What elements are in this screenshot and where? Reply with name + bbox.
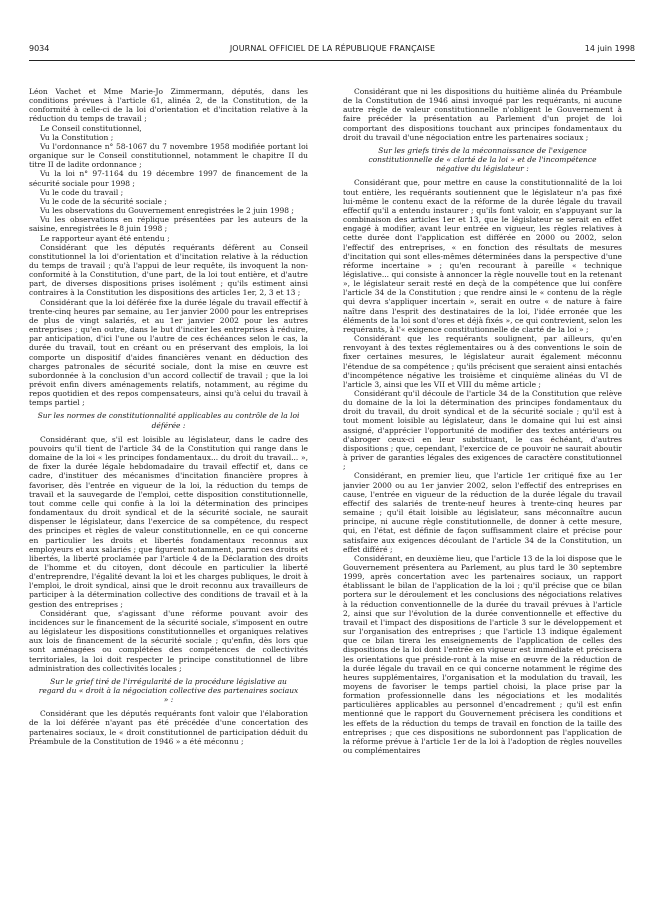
paragraph: Considérant que, s'agissant d'une réforme pouvant avoir des incidences sur le financement de la sécurité sociale, s'imposent en outre au législateur les dispositions constitutionnelles et organiques relatives aux lois de financement de la sécurité sociale ; qu'enfin, dès lors que sont aménagées ou complétées des compétences de collectivités territoriales, la loi doit respecter le principe constitutionnel de libre administration des collectivités locales ; [29, 608, 308, 673]
paragraph: Le Conseil constitutionnel, [40, 123, 142, 133]
paragraph: Considérant que, s'il est loisible au législateur, dans le cadre des pouvoirs qu'il tient de l'article 34 de la Constitution qui range dans le domaine de la loi « les principes fondamentaux... du droit du travail... », de fixer la durée légale hebdomadaire du travail effectif et, dans ce cadre, d'instituer des mécanismes d'incitation financière propres à favoriser, dès l'entrée en vigueur de la loi, la réduction du temps de travail et la sauvegarde de l'emploi, cette disposition constitutionnelle, tout comme celle qui confie à la loi la détermination des principes fondamentaux du droit syndical et de la sécurité sociale, ne saurait dispenser le législateur, dans l'exercice de sa compétence, du respect des principes et règles de valeur constitutionnelle, en ce qui concerne en particulier les droits et libertés fondamentaux reconnus aux employeurs et aux salariés ; que figurent notamment, parmi ces droits et libertés, la liberté proclamée par l'article 4 de la Déclaration des droits de l'homme et du citoyen, dont découle en particulier la liberté d'entreprendre, l'égalité devant la loi et les charges publiques, le droit à l'emploi, le droit syndical, ainsi que le droit reconnu aux travailleurs de participer à la détermination collective des conditions de travail et à la gestion des entreprises ; [29, 434, 308, 609]
paragraph: Considérant que la loi déférée fixe la durée légale du travail effectif à trente-cinq heures par semaine, au 1er janvier 2000 pour les entreprises de plus de vingt salariés, et au 1er janvier 2002 pour les autres entreprises ; qu'en outre, dans le but d'inciter les entreprises à réduire, par anticipation, d'ici l'une ou l'autre de ces échéances selon le cas, la durée du travail, tout en créant ou en préservant des emplois, la loi comporte un dispositif d'aides financières venant en déduction des charges patronales de sécurité sociale, dont la mise en œuvre est subordonnée à la conclusion d'un accord collectif de travail ; que la loi prévoit enfin divers aménagements relatifs, notamment, au régime du repos quotidien et des repos compensateurs, ainsi qu'à celui du travail à temps partiel ; [29, 297, 308, 408]
section-subheading: Sur les normes de constitutionnalité applicables au contrôle de la loi déférée : [37, 411, 300, 430]
publication-date: 14 juin 1998 [584, 44, 635, 53]
paragraph: Vu le code du travail ; [40, 187, 124, 197]
page-number: 9034 [29, 44, 50, 53]
paragraph: Vu l'ordonnance n° 58-1067 du 7 novembre 1958 modifiée portant loi organique sur le Conseil constitutionnel, notamment le chapitre II du titre II de ladite ordonnance ; [29, 141, 308, 170]
left-column [29, 87, 308, 893]
journal-title: JOURNAL OFFICIEL DE LA RÉPUBLIQUE FRANÇAISE [229, 44, 436, 53]
paragraph: Considérant que, pour mettre en cause la constitutionnalité de la loi tout entière, les requérants soutiennent que le législateur n'a pas fixé lui-même le contenu exact de la réforme de la durée légale du travail effectif qu'il a entendu instaurer ; qu'ils font valoir, en s'appuyant sur la combinaison des articles 1er et 13, que le législateur se serait en effet engagé à modifier, avant leur entrée en vigueur, les règles relatives à cette durée dont l'application est différée en 2000 ou 2002, selon l'effectif des entreprises, « en fonction des résultats de mesures d'incitation qui sont elles-mêmes déterminées dans la perspective d'une réforme incertaine » ; qu'en recourant à pareille « technique législative... qui consiste à annoncer la règle nouvelle tout en la retenant », le législateur serait resté en deçà de la compétence que lui confère l'article 34 de la Constitution ; que rendre ainsi le « contenu de la règle qui devra s'appliquer incertain », serait en outre « de nature à faire naître dans l'esprit des destinataires de la loi, l'idée erronée que les éléments de la loi sont d'ores et déjà fixés », ce qui contrevient, selon les requérants, à l'« exigence constitutionnelle de clarté de la loi » ; [343, 178, 622, 334]
paragraph: Vu la loi n° 97-1164 du 19 décembre 1997 de financement de la sécurité sociale pour 1998 ; [29, 169, 308, 188]
paragraph: Vu les observations en réplique présentées par les auteurs de la saisine, enregistrées le 8 juin 1998 ; [29, 215, 308, 234]
paragraph: Considérant que les requérants soulignent, par ailleurs, qu'en renvoyant à des textes réglementaires ou à des conventions le soin de fixer certaines mesures, le législateur aurait également méconnu l'étendue de sa compétence ; qu'ils précisent que seraient ainsi entachés d'incompétence négative les troisième et cinquième alinéas du VI de l'article 3, ainsi que les VII et VIII du même article ; [343, 334, 622, 389]
section-subheading: Sur le grief tiré de l'irrégularité de la procédure législative au regard du « droit à la négociation collective des partenaires sociaux » : [38, 676, 299, 705]
right-column [343, 87, 622, 893]
paragraph: Le rapporteur ayant été entendu ; [40, 233, 170, 243]
paragraph: Considérant que les députés requérants font valoir que l'élaboration de la loi déférée n'ayant pas été précédée d'une concertation des partenaires sociaux, le « droit constitutionnel de participation déduit du Préambule de la Constitution de 1946 » a été méconnu ; [29, 709, 308, 746]
paragraph: Considérant que ni les dispositions du huitième alinéa du Préambule de la Constitution de 1946 ainsi invoqué par les requérants, ni aucune autre règle de valeur constitutionnelle n'obligent le Gouvernement à faire précéder la présentation au Parlement d'un projet de loi comportant des dispositions touchant aux principes fondamentaux du droit du travail d'une négociation entre les partenaires sociaux ; [343, 87, 622, 142]
header-rule [29, 60, 635, 61]
paragraph: Léon Vachet et Mme Marie-Jo Zimmermann, députés, dans les conditions prévues à l'article 61, alinéa 2, de la Constitution, de la conformité à celle-ci de la loi d'orientation et d'incitation relative à la réduction du temps de travail ; [29, 87, 308, 124]
paragraph: Considérant, en deuxième lieu, que l'article 13 de la loi dispose que le Gouvernement présentera au Parlement, au plus tard le 30 septembre 1999, après concertation avec les partenaires sociaux, un rapport établissant le bilan de l'application de la loi ; qu'il précise que ce bilan portera sur le déroulement et les conclusions des négociations relatives à la réduction conventionnelle de la durée du travail prévues à l'article 2, ainsi que sur l'évolution de la durée conventionnelle et effective du travail et l'impact des dispositions de l'article 3 sur le développement et sur l'organisation des entreprises ; que l'article 13 indique également que ce bilan tirera les enseignements de l'application de celles des dispositions de la loi dont l'entrée en vigueur est immédiate et précisera les orientations que préside-ront à la mise en œuvre de la réduction de la durée légale du travail en ce qui concerne notamment le régime des heures supplémentaires, l'organisation et la modulation du travail, les moyens de favoriser le temps partiel choisi, la place prise par la formation professionnelle dans les négociations et les modalités particulières applicables au personnel d'encadrement ; qu'il est enfin mentionné que le rapport du Gouvernement précisera les conditions et les effets de la réduction du temps de travail en fonction de la taille des entreprises ; que ces dispositions ne subordonnent pas l'application de la réforme prévue à l'article 1er de la loi à l'adoption de règles nouvelles ou complémentaires [343, 553, 622, 756]
section-subheading: Sur les griefs tirés de la méconnaissance de l'exigence constitutionnelle de « clarté de la loi » et de l'incompétence négative du législateur : [368, 145, 597, 174]
paragraph: Vu les observations du Gouvernement enregistrées le 2 juin 1998 ; [40, 206, 294, 216]
paragraph: Considérant, en premier lieu, que l'article 1er critiqué fixe au 1er janvier 2000 ou au 1er janvier 2002, selon l'effectif des entreprises en cause, l'entrée en vigueur de la réduction de la durée légale du travail effectif des salariés de trente-neuf heures à trente-cinq heures par semaine ; qu'il était loisible au législateur, sans méconnaître aucun principe, ni aucune règle constitutionnelle, de donner à cette mesure, qui, en l'état, est définie de façon suffisamment claire et précise pour satisfaire aux exigences découlant de l'article 34 de la Constitution, un effet différé ; [343, 471, 622, 554]
paragraph: Considérant qu'il découle de l'article 34 de la Constitution que relève du domaine de la loi la détermination des principes fondamentaux du droit du travail, du droit syndical et de la sécurité sociale ; qu'il est à tout moment loisible au législateur, dans le domaine qui lui est ainsi assigné, d'apprécier l'opportunité de modifier des textes antérieurs ou d'abroger ceux-ci en leur substituant, le cas échéant, d'autres dispositions ; que, cependant, l'exercice de ce pouvoir ne saurait aboutir à priver de garanties légales des exigences de caractère constitutionnel ; [343, 389, 622, 472]
paragraph: Vu la Constitution ; [40, 132, 114, 142]
page-header [0, 44, 665, 58]
paragraph: Vu le code de la sécurité sociale ; [40, 196, 167, 206]
paragraph: Considérant que les députés requérants défèrent au Conseil constitutionnel la loi d'orientation et d'incitation relative à la réduction du temps de travail ; qu'à l'appui de leur requête, ils invoquent la non-conformité à la Constitution, d'une part, de la loi tout entière, et d'autre part, de diverses dispositions prises isolément ; qu'ils estiment ainsi contraires à la Constitution les dispositions des articles 1er, 2, 3 et 13 ; [29, 242, 308, 298]
